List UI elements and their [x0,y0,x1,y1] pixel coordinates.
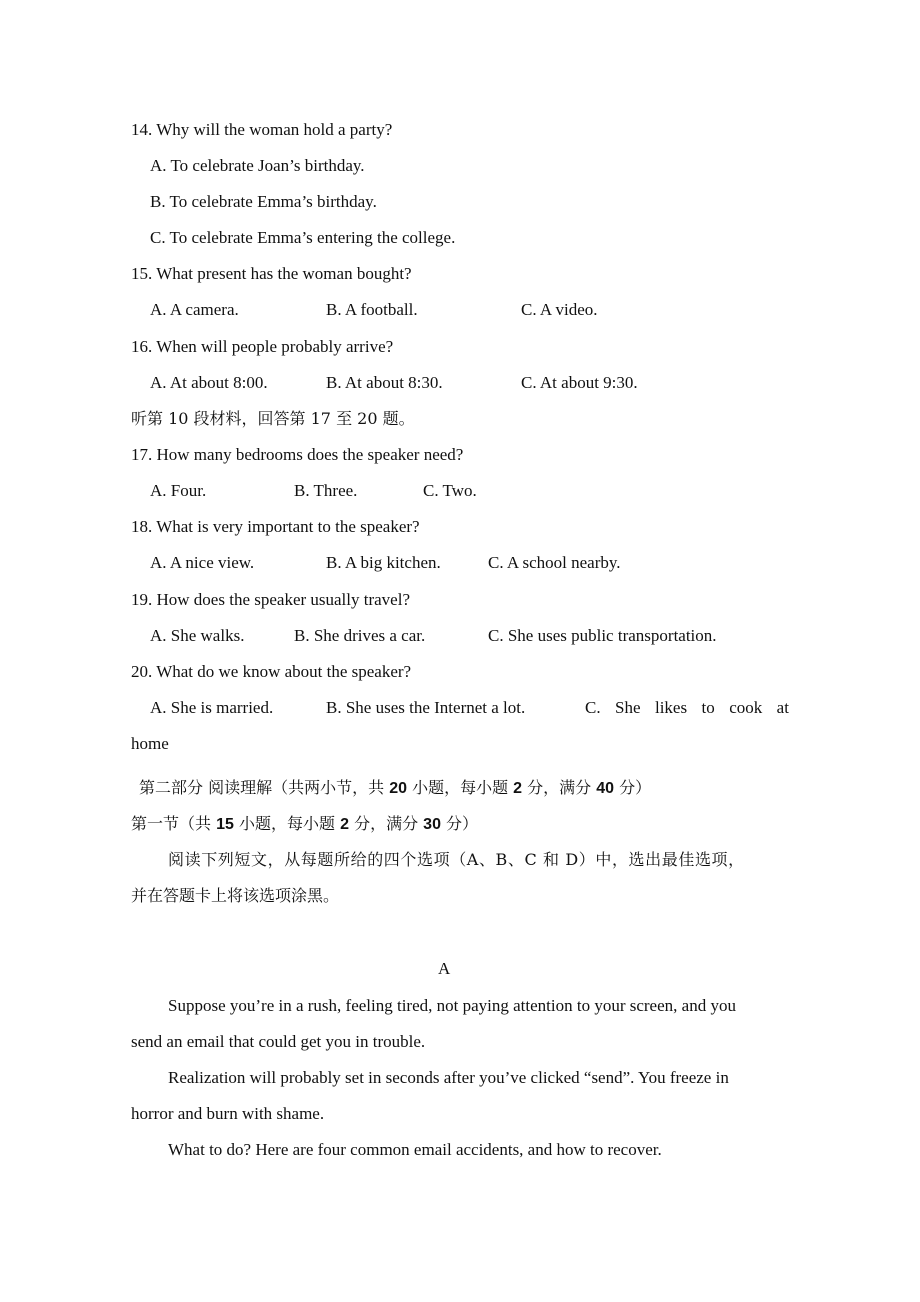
word: to [701,698,715,717]
section-note: 听第 10 段材料，回答第 17 至 20 题。 [131,409,415,428]
question-17: 17. How many bedrooms does the speaker need? [131,445,464,464]
option-20c-continued: home [131,734,169,753]
question-16: 16. When will people probably arrive? [131,337,394,356]
question-18: 18. What is very important to the speaker? [131,517,420,536]
option-14b: B. To celebrate Emma’s birthday. [150,192,377,211]
option-19b: B. She drives a car. [294,626,426,645]
option-17c: C. Two. [423,481,477,500]
option-15a: A. A camera. [150,300,239,319]
part-two-heading: 第二部分 阅读理解（共两小节，共 20 小题，每小题 2 分，满分 40 分） [139,778,652,797]
passage-line: send an email that could get you in trouble. [131,1032,426,1051]
option-17b: B. Three. [294,481,358,500]
word: at [776,698,789,717]
option-19c: C. She uses public transportation. [488,626,717,645]
option-15b: B. A football. [326,300,418,319]
option-14a: A. To celebrate Joan’s birthday. [150,156,365,175]
passage-line: Realization will probably set in seconds after you’ve clicked “send”. You freeze in [168,1068,729,1087]
section-one-heading: 第一节（共 15 小题，每小题 2 分，满分 30 分） [131,814,479,833]
option-20b: B. She uses the Internet a lot. [326,698,526,717]
option-19a: A. She walks. [150,626,245,645]
word: She [615,698,641,717]
question-20: 20. What do we know about the speaker? [131,662,412,681]
option-14c: C. To celebrate Emma’s entering the college. [150,228,456,247]
option-16c: C. At about 9:30. [521,373,638,392]
instructions-line-2: 并在答题卡上将该选项涂黑。 [131,886,340,905]
option-16a: A. At about 8:00. [150,373,268,392]
question-19: 19. How does the speaker usually travel? [131,590,410,609]
word: cook [729,698,763,717]
option-20a: A. She is married. [150,698,274,717]
instructions-line-1: 阅读下列短文，从每题所给的四个选项（A、B、C 和 D）中，选出最佳选项， [168,850,745,869]
option-18b: B. A big kitchen. [326,553,441,572]
option-20c [585,698,789,718]
word: likes [654,698,688,717]
passage-line: Suppose you’re in a rush, feeling tired, not paying attention to your screen, and you [168,996,736,1015]
option-18a: A. A nice view. [150,553,255,572]
option-17a: A. Four. [150,481,207,500]
option-16b: B. At about 8:30. [326,373,443,392]
option-15c: C. A video. [521,300,598,319]
question-14: 14. Why will the woman hold a party? [131,120,393,139]
passage-line: horror and burn with shame. [131,1104,325,1123]
passage-line: What to do? Here are four common email accidents, and how to recover. [168,1140,662,1159]
passage-letter: A [438,959,451,978]
question-15: 15. What present has the woman bought? [131,264,412,283]
word: C. [585,698,601,717]
option-18c: C. A school nearby. [488,553,621,572]
